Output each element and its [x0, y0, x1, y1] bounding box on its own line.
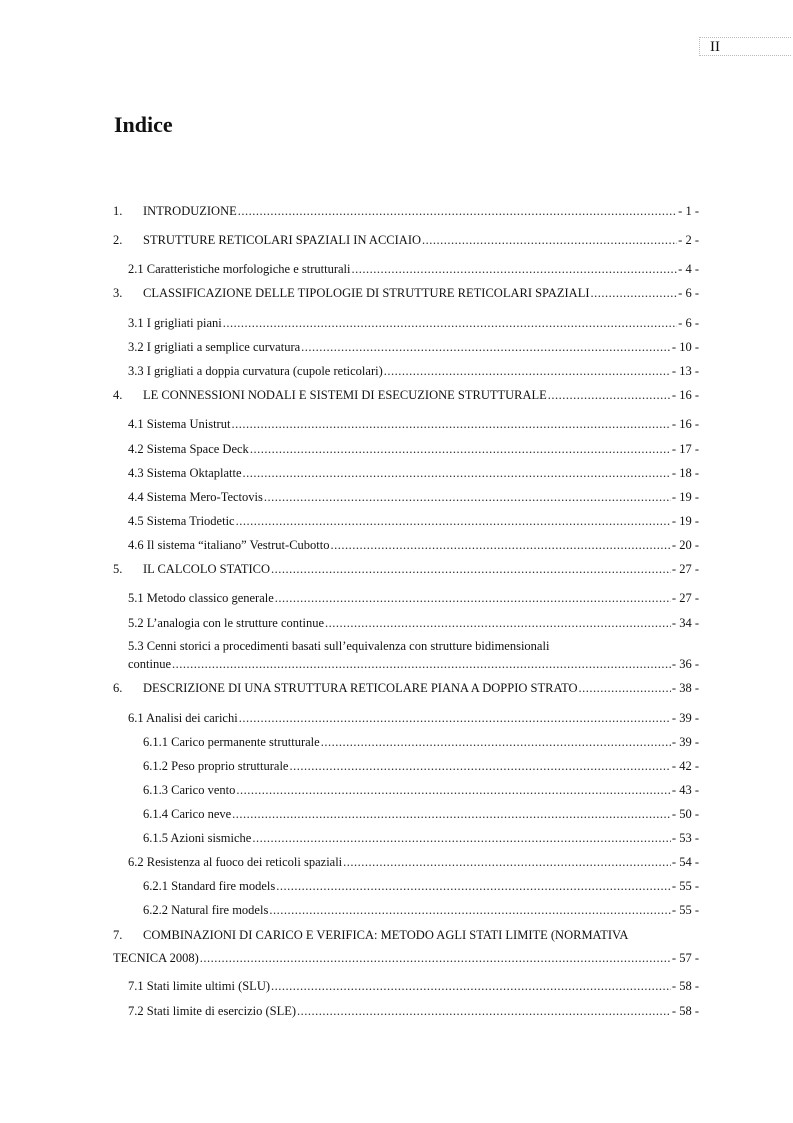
toc-number: 7. — [113, 928, 123, 942]
toc-title: 3.1 I grigliati piani — [128, 316, 222, 330]
toc-entry[interactable] — [128, 656, 699, 672]
toc-entry[interactable] — [113, 232, 699, 248]
toc-title: 6.1.2 Peso proprio strutturale — [143, 759, 289, 773]
toc-page: - 55 - — [671, 879, 699, 893]
toc-leader — [330, 537, 670, 553]
toc-leader — [271, 978, 671, 994]
toc-entry[interactable] — [143, 782, 699, 798]
toc-entry[interactable] — [128, 1003, 699, 1019]
toc-title: COMBINAZIONI DI CARICO E VERIFICA: METODO AGLI STATI LIMITE (NORMATIVA — [143, 928, 629, 942]
toc-leader — [289, 758, 670, 774]
toc-title: 6.1.1 Carico permanente strutturale — [143, 735, 320, 749]
toc-page: - 2 - — [678, 233, 699, 247]
toc-page: - 55 - — [671, 903, 699, 917]
page-title: Indice — [114, 112, 173, 137]
toc-title-line[interactable] — [113, 927, 628, 943]
toc-title: 7.2 Stati limite di esercizio (SLE) — [128, 1004, 297, 1018]
toc-page: - 34 - — [671, 616, 699, 630]
toc-entry[interactable] — [128, 363, 699, 379]
toc-leader — [591, 285, 678, 301]
toc-page: - 27 - — [671, 562, 699, 576]
toc-title: 4.1 Sistema Unistrut — [128, 417, 231, 431]
toc-entry[interactable] — [128, 513, 699, 529]
toc-leader — [243, 465, 671, 481]
toc-page: - 50 - — [671, 807, 699, 821]
toc-title: 4.6 Il sistema “italiano” Vestrut-Cubotto — [128, 538, 330, 552]
toc-entry[interactable] — [128, 854, 699, 870]
toc-leader — [264, 489, 671, 505]
toc-leader — [231, 416, 670, 432]
toc-title: 4.4 Sistema Mero-Tectovis — [128, 490, 263, 504]
toc-page: - 53 - — [671, 831, 699, 845]
toc-entry[interactable] — [143, 734, 699, 750]
toc-entry[interactable] — [128, 489, 699, 505]
toc-entry[interactable] — [128, 315, 699, 331]
toc-page: - 58 - — [671, 1004, 699, 1018]
toc-entry[interactable] — [128, 978, 699, 994]
toc-leader — [271, 561, 671, 577]
toc-leader — [325, 615, 671, 631]
toc-title: 6.1.3 Carico vento — [143, 783, 236, 797]
toc-title: 3.2 I grigliati a semplice curvatura — [128, 340, 301, 354]
toc-entry[interactable] — [143, 830, 699, 846]
toc-entry[interactable] — [128, 261, 699, 277]
toc-page: - 58 - — [671, 979, 699, 993]
toc-page: - 27 - — [671, 591, 699, 605]
toc-number: 6. — [113, 681, 123, 695]
toc-entry[interactable] — [128, 710, 699, 726]
toc-entry[interactable] — [128, 416, 699, 432]
toc-page: - 39 - — [671, 735, 699, 749]
toc-title: continue — [128, 657, 172, 671]
toc-entry[interactable] — [113, 680, 699, 696]
toc-leader — [384, 363, 671, 379]
toc-title: 7.1 Stati limite ultimi (SLU) — [128, 979, 271, 993]
toc-entry[interactable] — [128, 590, 699, 606]
toc-number: 1. — [113, 204, 123, 218]
toc-number: 3. — [113, 286, 123, 300]
toc-page: - 4 - — [678, 262, 699, 276]
toc-title: 4.3 Sistema Oktaplatte — [128, 466, 242, 480]
toc-title: LE CONNESSIONI NODALI E SISTEMI DI ESECUZIONE STRUTTURALE — [143, 388, 547, 402]
toc-entry[interactable] — [128, 441, 699, 457]
toc-page: - 10 - — [671, 340, 699, 354]
toc-page: - 13 - — [671, 364, 699, 378]
toc-leader — [200, 950, 671, 966]
toc-title: 4.2 Sistema Space Deck — [128, 442, 249, 456]
toc-page: - 6 - — [678, 316, 699, 330]
toc-leader — [223, 315, 677, 331]
toc-leader — [236, 782, 671, 798]
toc-entry[interactable] — [113, 387, 699, 403]
toc-title: 5.2 L’analogia con le strutture continue — [128, 616, 325, 630]
toc-page: - 16 - — [671, 388, 699, 402]
toc-page: - 18 - — [671, 466, 699, 480]
toc-leader — [239, 710, 671, 726]
toc-entry[interactable] — [128, 537, 699, 553]
toc-number: 2. — [113, 233, 123, 247]
toc-page: - 19 - — [671, 490, 699, 504]
toc-leader — [579, 680, 671, 696]
toc-leader — [238, 203, 677, 219]
toc-page: - 6 - — [678, 286, 699, 300]
toc-page: - 54 - — [671, 855, 699, 869]
toc-title: 6.1.4 Carico neve — [143, 807, 232, 821]
toc-entry[interactable] — [113, 285, 699, 301]
toc-leader — [252, 830, 671, 846]
toc-title: INTRODUZIONE — [143, 204, 237, 218]
toc-page: - 39 - — [671, 711, 699, 725]
toc-leader — [269, 902, 671, 918]
toc-title: 6.2 Resistenza al fuoco dei reticoli spaziali — [128, 855, 343, 869]
toc-leader — [343, 854, 671, 870]
toc-title: 4.5 Sistema Triodetic — [128, 514, 235, 528]
toc-page: - 43 - — [671, 783, 699, 797]
toc-number: 5. — [113, 562, 123, 576]
toc-page: - 1 - — [678, 204, 699, 218]
toc-entry[interactable] — [143, 902, 699, 918]
toc-entry[interactable] — [113, 561, 699, 577]
toc-title: 5.1 Metodo classico generale — [128, 591, 274, 605]
toc-page: - 20 - — [671, 538, 699, 552]
toc-entry[interactable] — [128, 615, 699, 631]
toc-page: - 57 - — [671, 951, 699, 965]
toc-leader — [275, 590, 671, 606]
toc-leader — [297, 1003, 671, 1019]
toc-title: STRUTTURE RETICOLARI SPAZIALI IN ACCIAIO — [143, 233, 422, 247]
toc-entry[interactable] — [143, 878, 699, 894]
toc-title: 2.1 Caratteristiche morfologiche e strutturali — [128, 262, 351, 276]
toc-title: 6.2.1 Standard fire models — [143, 879, 276, 893]
toc-title: 6.1 Analisi dei carichi — [128, 711, 238, 725]
toc-leader — [232, 806, 671, 822]
toc-page: - 38 - — [671, 681, 699, 695]
toc-leader — [548, 387, 671, 403]
toc-leader — [352, 261, 678, 277]
toc-number: 4. — [113, 388, 123, 402]
toc-title: 3.3 I grigliati a doppia curvatura (cupole reticolari) — [128, 364, 383, 378]
toc-page: - 16 - — [671, 417, 699, 431]
toc-page: - 17 - — [671, 442, 699, 456]
toc-entry[interactable] — [143, 806, 699, 822]
toc-page: - 42 - — [671, 759, 699, 773]
toc-title: 6.1.5 Azioni sismiche — [143, 831, 252, 845]
toc-leader — [172, 656, 671, 672]
toc-title-line[interactable]: 5.3 Cenni storici a procedimenti basati sull’equivalenza con strutture bidimensionali — [128, 639, 550, 653]
toc-title: TECNICA 2008) — [113, 951, 199, 965]
toc-leader — [321, 734, 671, 750]
toc-page: - 19 - — [671, 514, 699, 528]
toc-title: 6.2.2 Natural fire models — [143, 903, 269, 917]
toc-title: IL CALCOLO STATICO — [143, 562, 271, 576]
toc-entry[interactable] — [113, 950, 699, 966]
toc-entry[interactable] — [128, 339, 699, 355]
toc-title: DESCRIZIONE DI UNA STRUTTURA RETICOLARE PIANA A DOPPIO STRATO — [143, 681, 578, 695]
toc-entry[interactable] — [128, 465, 699, 481]
toc-page: - 36 - — [671, 657, 699, 671]
toc-leader — [250, 441, 671, 457]
toc-entry[interactable] — [143, 758, 699, 774]
toc-leader — [422, 232, 677, 248]
toc-leader — [236, 513, 671, 529]
toc-title: CLASSIFICAZIONE DELLE TIPOLOGIE DI STRUTTURE RETICOLARI SPAZIALI — [143, 286, 590, 300]
toc-leader — [276, 878, 671, 894]
toc-leader — [301, 339, 671, 355]
page-number: II — [699, 37, 791, 56]
toc-entry[interactable] — [113, 203, 699, 219]
